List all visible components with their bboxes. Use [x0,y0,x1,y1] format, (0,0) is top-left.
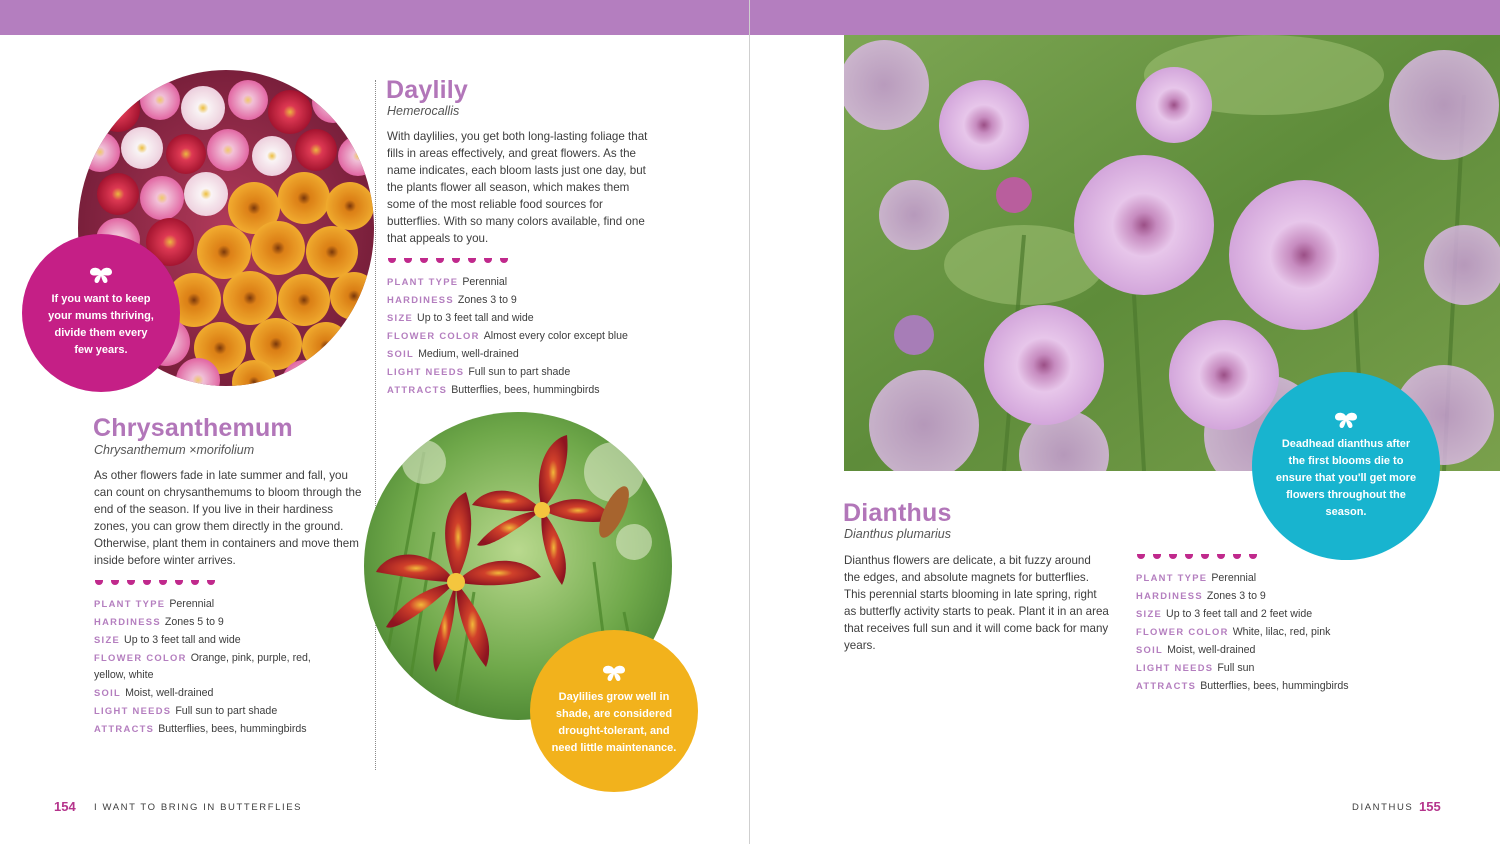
butterfly-icon [601,665,627,683]
fact-row [387,309,628,327]
fact-label: HARDINESS [94,616,161,627]
fact-value: Up to 3 feet tall and 2 feet wide [1166,608,1313,620]
fact-value: Almost every color except blue [483,330,628,342]
butterfly-icon [88,267,114,285]
fact-label: ATTRACTS [387,384,448,395]
fact-label: SOIL [94,687,122,698]
chrysanthemum-title: Chrysanthemum [93,414,293,442]
fact-value: Butterflies, bees, hummingbirds [1200,680,1349,692]
fact-row [94,684,334,702]
fact-value: Orange, pink, purple, red, yellow, white [94,652,311,681]
fact-value: Butterflies, bees, hummingbirds [451,384,600,396]
fact-value: Zones 3 to 9 [457,294,517,306]
fact-row [94,595,334,613]
dianthus-facts [1136,569,1349,695]
fact-label: SIZE [387,312,414,323]
daylily-tip-badge [530,630,698,792]
fact-label: SIZE [1136,608,1163,619]
chrysanthemum-scientific-name: Chrysanthemum ×morifolium [94,443,255,457]
fact-value: Medium, well-drained [418,348,519,360]
chrysanthemum-description: As other flowers fade in late summer and fall, you can count on chrysanthemums to bloom through the end of the season. If you live in their hardiness zones, you can grow them directly in the ground. Otherwise, plant them in containers and move them inside before winter arrives. [94,469,362,567]
fact-label: ATTRACTS [1136,680,1197,691]
fact-value: Zones 5 to 9 [164,616,224,628]
daylily-divider [388,258,508,264]
fact-label: SOIL [1136,644,1164,655]
chrysanthemum-divider [95,580,215,586]
daylily-title: Daylily [386,76,469,104]
daylily-description: With daylilies, you get both long-lasting foliage that fills in areas effectively, and great flowers. As the name indicates, each bloom lasts just one day, but the plants flower all season, which makes them some of the most reliable food sources for butterflies. With so many colors available, find one that appeals to you. [387,130,648,245]
fact-value: Perennial [462,276,508,288]
fact-value: Butterflies, bees, hummingbirds [158,723,307,735]
fact-value: Moist, well-drained [1167,644,1256,656]
dianthus-divider [1137,554,1257,560]
daylily-facts [387,273,628,399]
dianthus-title: Dianthus [843,499,952,527]
fact-label: LIGHT NEEDS [94,705,172,716]
fact-row [1136,569,1349,587]
fact-row [387,327,628,345]
fact-value: Up to 3 feet tall and wide [124,634,241,646]
fact-value: Full sun to part shade [175,705,278,717]
dianthus-tip-text: Deadhead dianthus after the first blooms die to ensure that you'll get more flowers throughout the season. [1275,437,1417,518]
fact-label: PLANT TYPE [1136,572,1208,583]
fact-value: Perennial [169,598,215,610]
running-head: DIANTHUS [1352,802,1414,813]
fact-label: SOIL [387,348,415,359]
fact-label: LIGHT NEEDS [1136,662,1214,673]
fact-row [94,631,334,649]
page-number: 154 [54,799,76,814]
fact-row [387,363,628,381]
dianthus-tip-badge [1252,372,1440,560]
chrysanthemum-tip-badge [22,234,180,392]
fact-label: ATTRACTS [94,723,155,734]
fact-value: Zones 3 to 9 [1206,590,1266,602]
fact-label: FLOWER COLOR [1136,626,1229,637]
column-divider [375,80,376,770]
right-page [750,0,1500,844]
fact-row [1136,659,1349,677]
fact-value: Up to 3 feet tall and wide [417,312,534,324]
butterfly-icon [1333,412,1359,430]
running-head: I WANT TO BRING IN BUTTERFLIES [94,802,303,813]
fact-row [387,291,628,309]
fact-value: Full sun to part shade [468,366,571,378]
fact-row [94,649,334,684]
fact-label: HARDINESS [1136,590,1203,601]
fact-row [1136,587,1349,605]
page-number: 155 [1419,799,1441,814]
fact-row [1136,605,1349,623]
fact-label: SIZE [94,634,121,645]
chrysanthemum-tip-text: If you want to keep your mums thriving, divide them every few years. [48,293,154,356]
fact-row [1136,677,1349,695]
fact-row [94,702,334,720]
chrysanthemum-facts [94,595,334,738]
dianthus-scientific-name: Dianthus plumarius [844,527,951,541]
fact-row [387,273,628,291]
fact-value: Perennial [1211,572,1257,584]
fact-label: PLANT TYPE [387,276,459,287]
fact-label: FLOWER COLOR [387,330,480,341]
top-color-band [750,0,1500,35]
daylily-tip-text: Daylilies grow well in shade, are considered drought-tolerant, and need little maintenance. [551,691,677,754]
fact-row [94,613,334,631]
fact-value: Full sun [1217,662,1255,674]
fact-row [387,345,628,363]
fact-value: White, lilac, red, pink [1232,626,1331,638]
fact-row [387,381,628,399]
fact-label: HARDINESS [387,294,454,305]
daylily-scientific-name: Hemerocallis [387,104,460,118]
fact-value: Moist, well-drained [125,687,214,699]
fact-label: LIGHT NEEDS [387,366,465,377]
fact-label: PLANT TYPE [94,598,166,609]
fact-row [94,720,334,738]
fact-row [1136,641,1349,659]
top-color-band [0,0,750,35]
fact-row [1136,623,1349,641]
dianthus-description: Dianthus flowers are delicate, a bit fuzzy around the edges, and absolute magnets for butterflies. This perennial starts blooming in late spring, right as butterfly activity starts to peak. Plant it in an area that receives full sun and it will come back for many years. [844,554,1109,652]
fact-label: FLOWER COLOR [94,652,187,663]
